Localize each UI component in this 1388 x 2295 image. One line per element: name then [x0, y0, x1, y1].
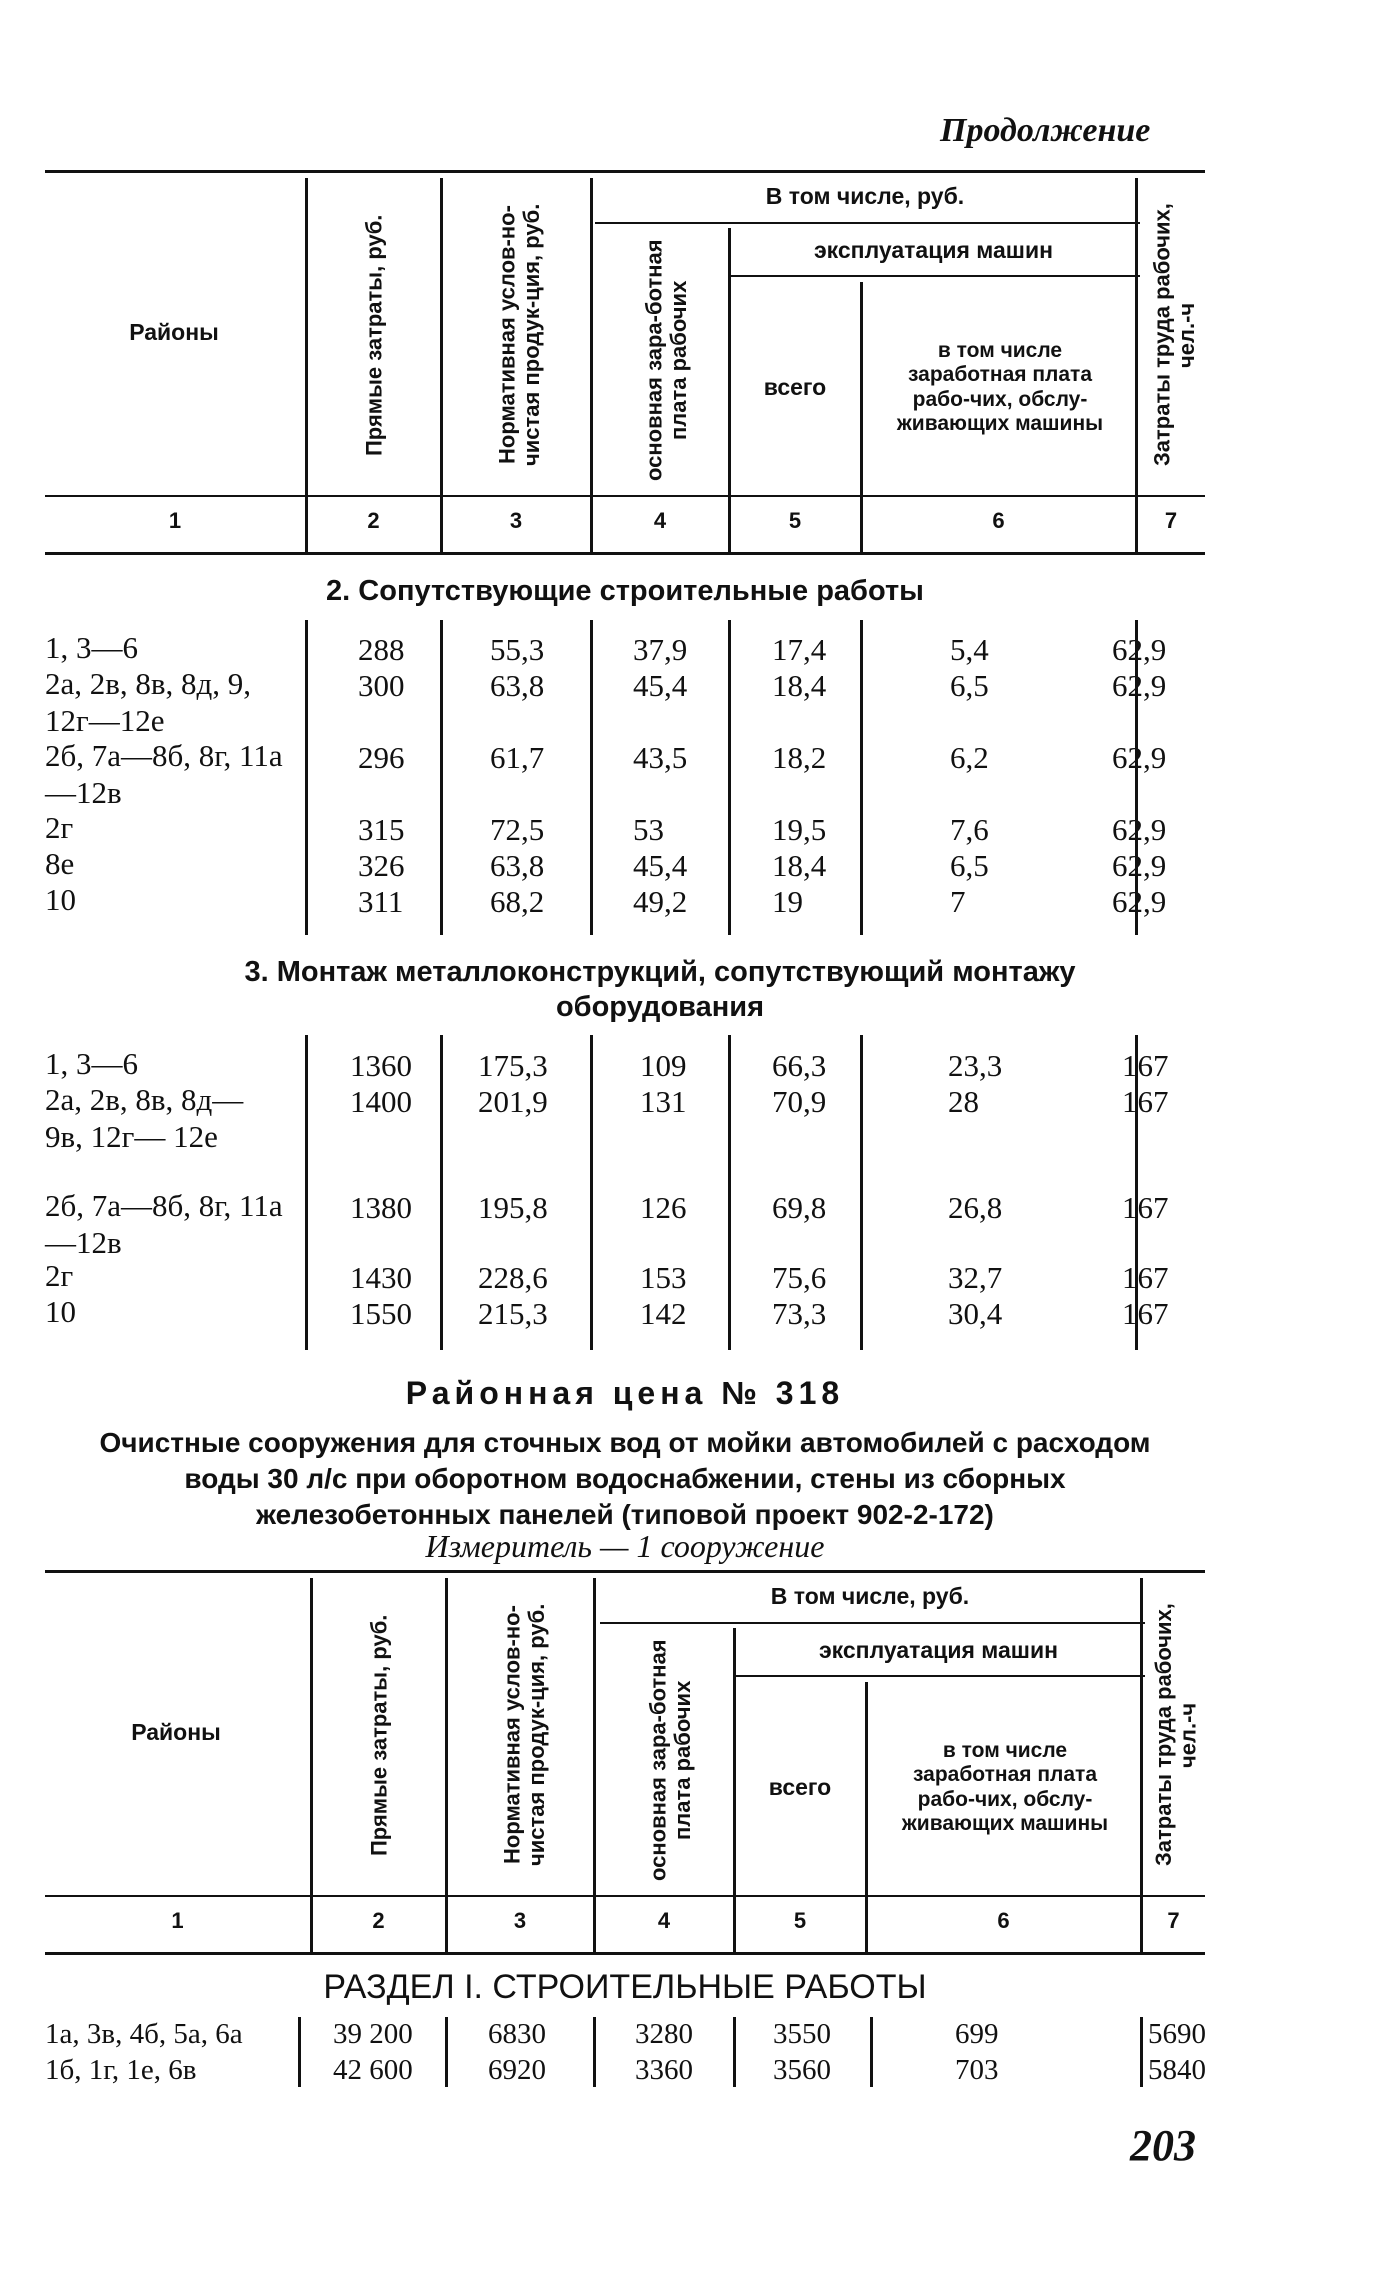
s3-r1-c7: 167 [1122, 1048, 1169, 1083]
header2-including: В том числе, руб. [770, 1582, 970, 1609]
s2-r4-c6: 7,6 [950, 812, 989, 847]
col-number-6: 6 [992, 508, 1005, 533]
s3-r1-c6: 23,3 [948, 1048, 1003, 1083]
header-labor: Затраты труда рабочих, чел.-ч [1149, 203, 1199, 467]
s3-r5-c5: 73,3 [772, 1296, 827, 1331]
s3-region-1: 1, 3—6 [45, 1046, 138, 1081]
s3-r4-c3: 228,6 [478, 1260, 548, 1295]
header-base-wage: основная зара-ботная плата рабочих [641, 239, 691, 481]
s3-r2-c7: 167 [1122, 1084, 1169, 1119]
page-number: 203 [1130, 2121, 1196, 2170]
s3-region-3: 2б, 7а—8б, 8г, 11а—12в [45, 1188, 283, 1260]
col-number-2: 2 [367, 508, 380, 533]
s3-r2-c5: 70,9 [772, 1084, 827, 1119]
col-number-5: 5 [788, 508, 802, 533]
s2-r5-c5: 18,4 [772, 848, 827, 883]
s2-r2-c6: 6,5 [950, 668, 989, 703]
col2-number-4: 4 [657, 1908, 671, 1933]
rz-r1-c6: 699 [955, 2018, 999, 2050]
s3-r3-c2: 1380 [350, 1190, 412, 1225]
s3-r4-c2: 1430 [350, 1260, 412, 1295]
header2-base-wage: основная зара-ботная плата рабочих [645, 1639, 695, 1881]
s3-region-4: 2г [45, 1258, 74, 1293]
s3-r2-c2: 1400 [350, 1084, 412, 1119]
header2-machines: эксплуатация машин [818, 1636, 1059, 1663]
s3-r4-c7: 167 [1122, 1260, 1169, 1295]
s2-r3-c3: 61,7 [490, 740, 545, 775]
s2-r3-c6: 6,2 [950, 740, 989, 775]
col2-number-3: 3 [513, 1908, 527, 1933]
price-heading: Районная цена № 318 [405, 1375, 845, 1411]
s3-r5-c3: 215,3 [478, 1296, 548, 1331]
header2-regions: Районы [131, 1719, 221, 1746]
s3-r4-c6: 32,7 [948, 1260, 1003, 1295]
s3-r2-c6: 28 [948, 1084, 979, 1119]
s3-r5-c7: 167 [1122, 1296, 1169, 1331]
s2-r2-c2: 300 [358, 668, 405, 703]
s2-r5-c2: 326 [358, 848, 405, 883]
s3-r3-c7: 167 [1122, 1190, 1169, 1225]
header-direct-costs: Прямые затраты, руб. [361, 214, 387, 456]
rz-r2-region: 1б, 1г, 1е, 6в [45, 2054, 197, 2086]
s2-r2-c5: 18,4 [772, 668, 827, 703]
header2-normative: Нормативная услов-но-чистая продук-ция, руб. [499, 1603, 549, 1867]
s3-r3-c5: 69,8 [772, 1190, 827, 1225]
s3-r1-c5: 66,3 [772, 1048, 827, 1083]
price-description: Очистные сооружения для сточных вод от мойки автомобилей с расходом воды 30 л/с при оборотном водоснабжении, стены из сборных железобетонных панелей (типовой проект 902-2-172) [99, 1427, 1151, 1530]
col2-number-7: 7 [1167, 1908, 1180, 1933]
header-normative: Нормативная услов-но-чистая продук-ция, руб. [494, 203, 544, 467]
rz-r1-c4: 3280 [635, 2018, 693, 2050]
rz-r2-c3: 6920 [488, 2054, 546, 2086]
header-machines: эксплуатация машин [813, 236, 1054, 263]
s2-r1-c4: 37,9 [633, 632, 688, 667]
header-regions: Районы [129, 319, 219, 346]
s3-r4-c4: 153 [640, 1260, 687, 1295]
s2-r1-c3: 55,3 [490, 632, 545, 667]
rz-r2-c6: 703 [955, 2054, 999, 2086]
s2-r6-c3: 68,2 [490, 884, 545, 919]
s3-r4-c5: 75,6 [772, 1260, 827, 1295]
razdel-title: РАЗДЕЛ I. СТРОИТЕЛЬНЫЕ РАБОТЫ [323, 1968, 927, 2006]
header-including: В том числе, руб. [765, 182, 965, 209]
s2-r3-c4: 43,5 [633, 740, 688, 775]
s2-r3-c7: 62,9 [1112, 740, 1167, 775]
rz-r1-c7: 5690 [1148, 2018, 1206, 2050]
header2-labor: Затраты труда рабочих, чел.-ч [1150, 1603, 1201, 1867]
s3-r3-c4: 126 [640, 1190, 687, 1225]
header2-total: всего [768, 1774, 832, 1801]
s3-region-2: 2а, 2в, 8в, 8д—9в, 12г— 12е [45, 1082, 244, 1154]
s2-region-2: 2а, 2в, 8в, 8д, 9, 12г—12е [45, 666, 252, 738]
s2-region-6: 10 [45, 882, 76, 917]
col2-number-1: 1 [171, 1908, 184, 1933]
s2-region-3: 2б, 7а—8б, 8г, 11а—12в [45, 738, 283, 810]
col-number-7: 7 [1164, 508, 1178, 533]
col-number-4: 4 [653, 508, 667, 533]
s2-r3-c5: 18,2 [772, 740, 827, 775]
continued-label: Продолжение [940, 112, 1151, 149]
rz-r2-c2: 42 600 [333, 2054, 413, 2086]
s2-region-1: 1, 3—6 [45, 630, 138, 665]
s2-region-5: 8е [45, 846, 75, 881]
rz-r2-c5: 3560 [773, 2054, 831, 2086]
s2-r5-c6: 6,5 [950, 848, 989, 883]
rz-r1-c2: 39 200 [333, 2018, 413, 2050]
col2-number-2: 2 [372, 1908, 385, 1933]
header2-incl-wage: в том числе заработная плата рабо-чих, обслу-живающих машины [901, 1739, 1109, 1835]
s3-region-5: 10 [45, 1294, 76, 1329]
section-3-title: 3. Монтаж металлоконструкций, сопутствующий монтажу оборудования [244, 956, 1076, 1023]
s2-r4-c7: 62,9 [1112, 812, 1167, 847]
rz-r2-c7: 5840 [1148, 2054, 1206, 2086]
s2-r6-c6: 7 [950, 884, 966, 919]
s3-r2-c4: 131 [640, 1084, 687, 1119]
s2-region-4: 2г [45, 810, 74, 845]
header-total: всего [763, 374, 827, 401]
s2-r1-c5: 17,4 [772, 632, 827, 667]
s2-r6-c7: 62,9 [1112, 884, 1167, 919]
s2-r5-c4: 45,4 [633, 848, 688, 883]
s3-r1-c3: 175,3 [478, 1048, 548, 1083]
s2-r2-c4: 45,4 [633, 668, 688, 703]
s2-r6-c5: 19 [772, 884, 803, 919]
s3-r3-c3: 195,8 [478, 1190, 548, 1225]
s2-r1-c6: 5,4 [950, 632, 989, 667]
header-incl-wage: в том числе заработная плата рабо-чих, обслу-живающих машины [896, 339, 1104, 435]
s2-r4-c3: 72,5 [490, 812, 545, 847]
s2-r2-c3: 63,8 [490, 668, 545, 703]
s2-r3-c2: 296 [358, 740, 405, 775]
col-number-3: 3 [509, 508, 523, 533]
s3-r5-c6: 30,4 [948, 1296, 1003, 1331]
section-2-title: 2. Сопутствующие строительные работы [326, 575, 924, 607]
s3-r1-c4: 109 [640, 1048, 687, 1083]
s2-r5-c7: 62,9 [1112, 848, 1167, 883]
s3-r5-c4: 142 [640, 1296, 687, 1331]
s3-r2-c3: 201,9 [478, 1084, 548, 1119]
s2-r5-c3: 63,8 [490, 848, 545, 883]
rz-r1-c3: 6830 [488, 2018, 546, 2050]
s2-r1-c2: 288 [358, 632, 405, 667]
rz-r1-region: 1а, 3в, 4б, 5а, 6а [45, 2018, 243, 2050]
s2-r4-c4: 53 [633, 812, 664, 847]
header-table-1 [45, 170, 1205, 560]
price-meter: Измеритель — 1 сооружение [425, 1528, 825, 1564]
s2-r6-c4: 49,2 [633, 884, 688, 919]
s2-r4-c2: 315 [358, 812, 405, 847]
s3-r3-c6: 26,8 [948, 1190, 1003, 1225]
s2-r6-c2: 311 [358, 884, 404, 919]
header-table-2 [45, 1570, 1205, 1960]
s3-r1-c2: 1360 [350, 1048, 412, 1083]
rz-r1-c5: 3550 [773, 2018, 831, 2050]
s3-r5-c2: 1550 [350, 1296, 412, 1331]
rz-r2-c4: 3360 [635, 2054, 693, 2086]
header2-direct-costs: Прямые затраты, руб. [366, 1614, 392, 1856]
col-number-1: 1 [168, 508, 182, 533]
s2-r1-c7: 62,9 [1112, 632, 1167, 667]
col2-number-6: 6 [997, 1908, 1010, 1933]
s2-r4-c5: 19,5 [772, 812, 827, 847]
s2-r2-c7: 62,9 [1112, 668, 1167, 703]
col2-number-5: 5 [793, 1908, 807, 1933]
